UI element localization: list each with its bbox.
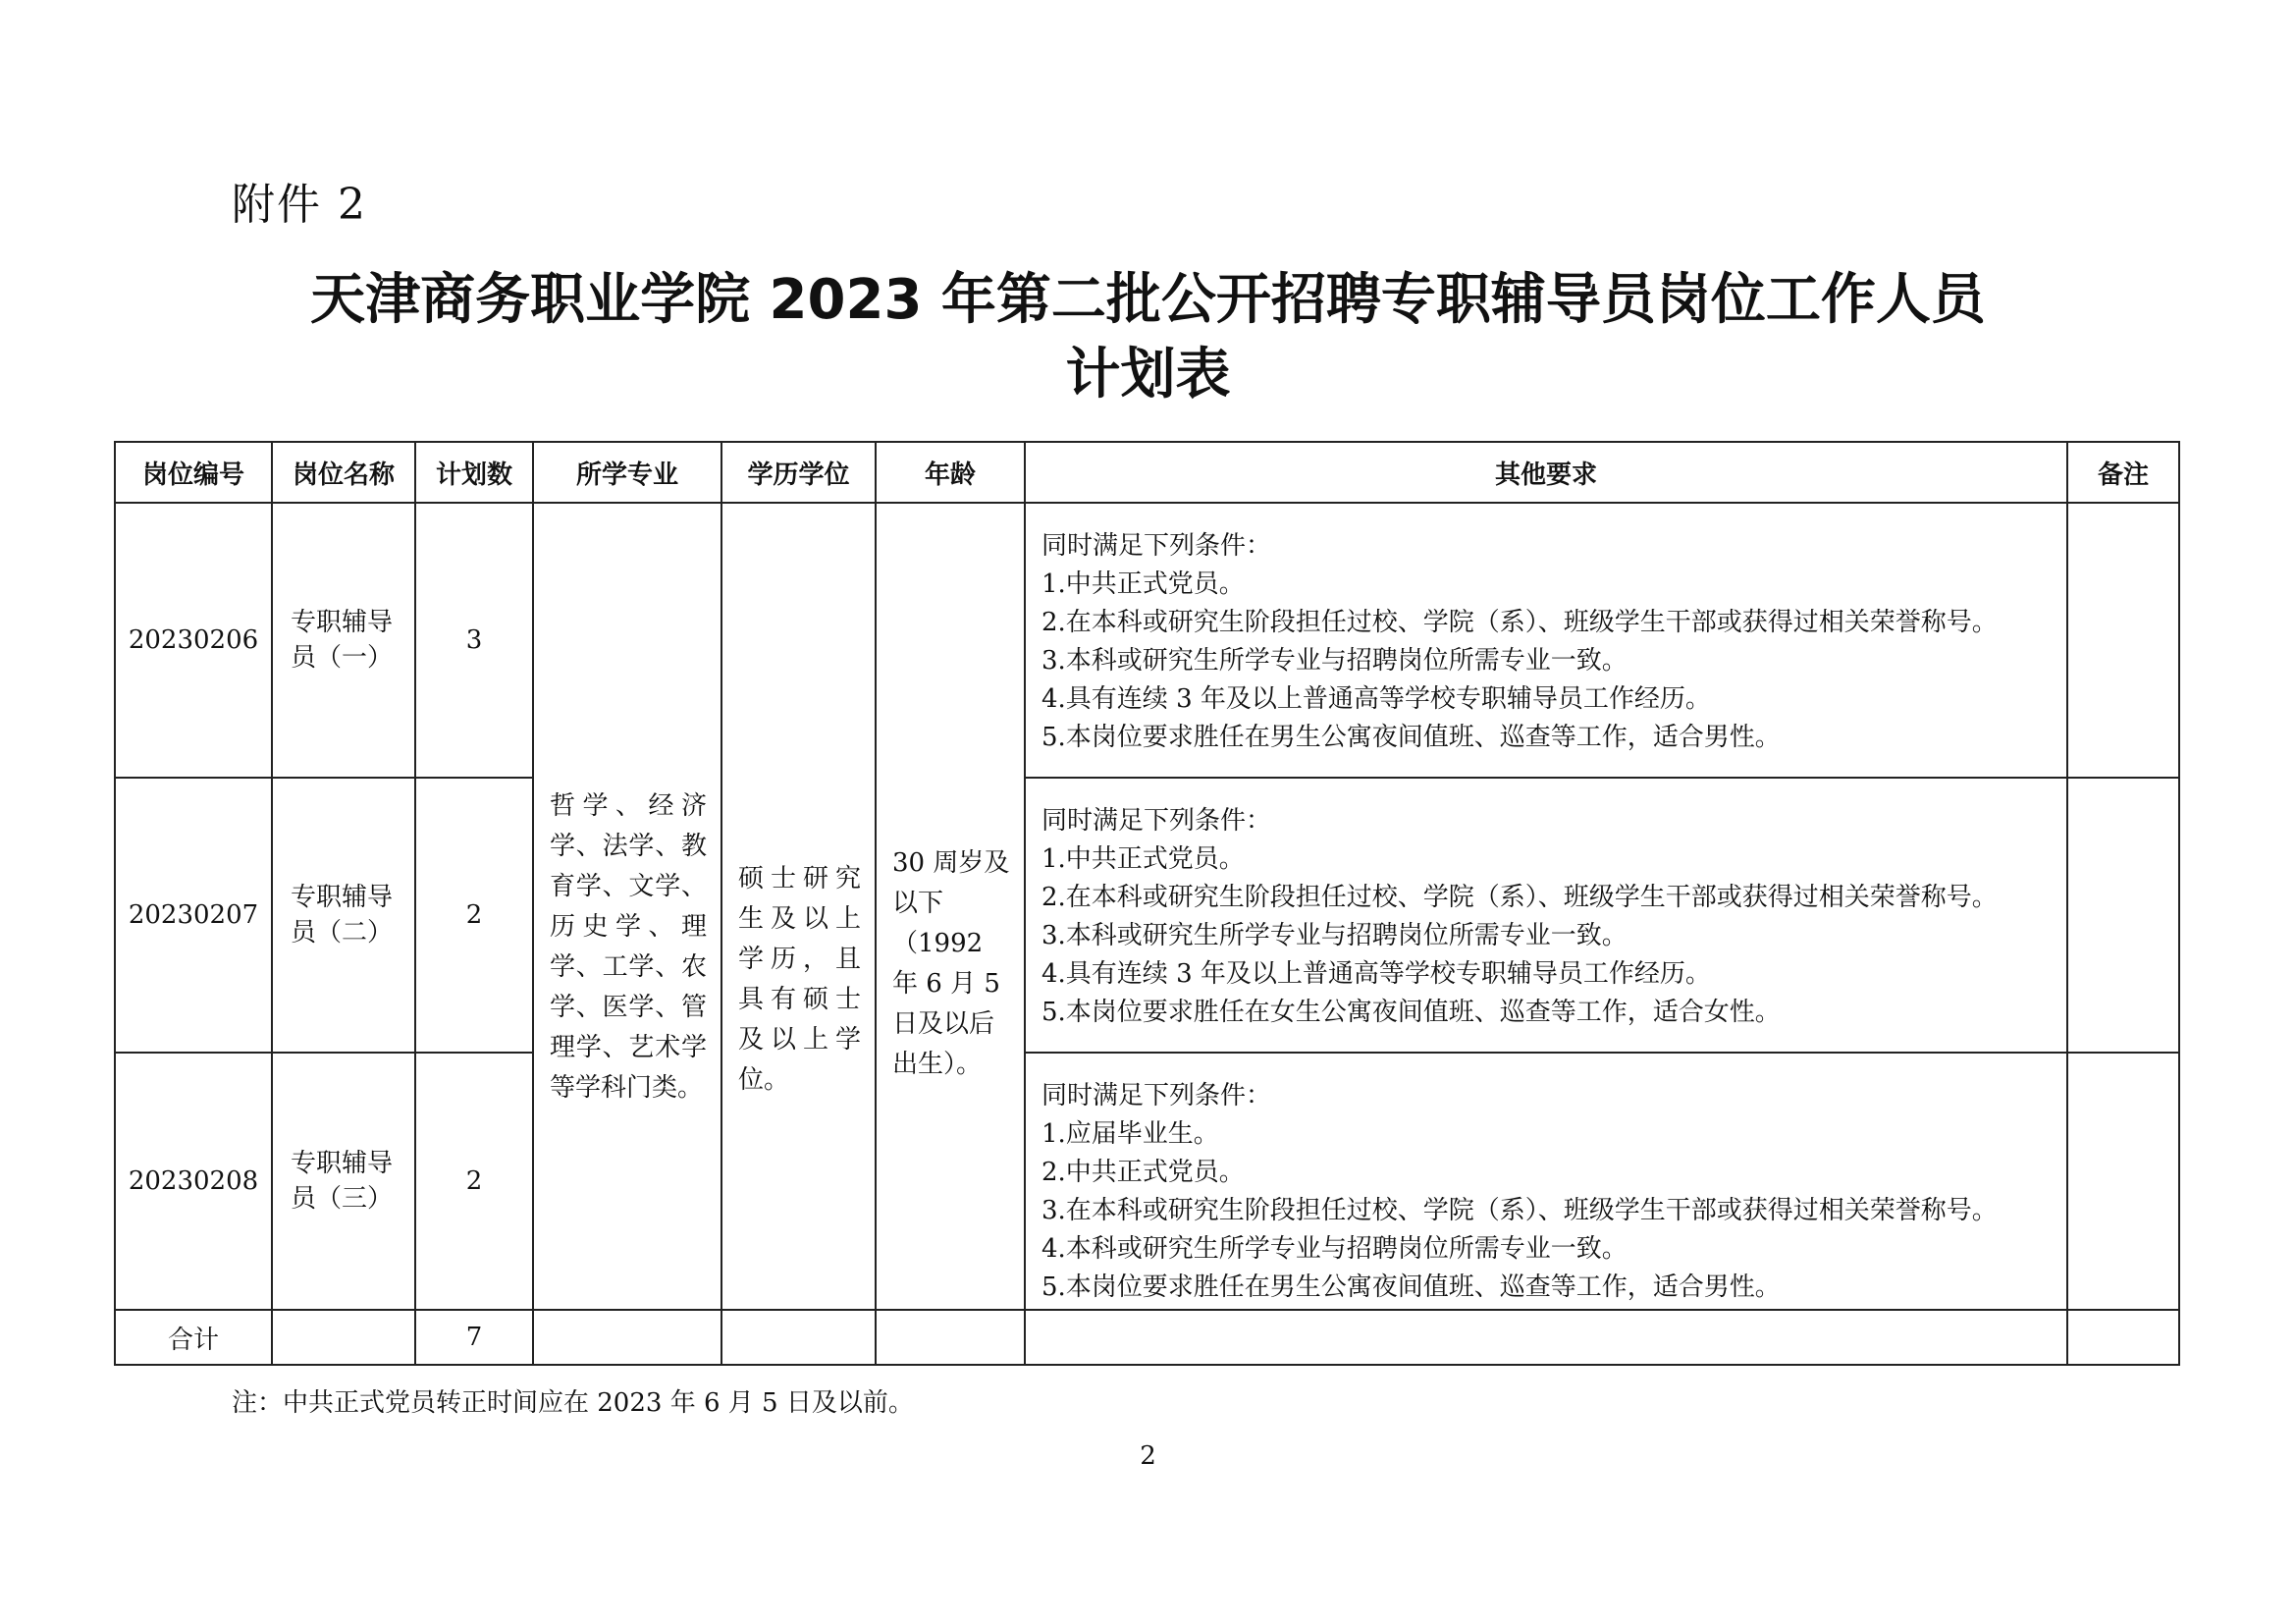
other-requirements [1025, 503, 2067, 778]
empty-cell [721, 1310, 876, 1365]
attachment-label: 附件 2 [232, 180, 367, 230]
header-remarks: 备注 [2067, 442, 2179, 503]
table-row [115, 778, 2179, 1053]
header-major: 所学专业 [533, 442, 721, 503]
total-row [115, 1310, 2179, 1365]
requirement-line: 同时满足下列条件： [1041, 531, 1272, 561]
requirement-line: 5.本岗位要求胜任在男生公寓夜间值班、巡查等工作，适合男性。 [1041, 723, 1781, 752]
requirement-line: 2.在本科或研究生阶段担任过校、学院（系）、班级学生干部或获得过相关荣誉称号。 [1041, 608, 1998, 637]
header-code: 岗位编号 [115, 442, 272, 503]
requirement-line: 同时满足下列条件： [1041, 806, 1272, 836]
other-requirements [1025, 1053, 2067, 1310]
requirement-line: 4.具有连续 3 年及以上普通高等学校专职辅导员工作经历。 [1041, 684, 1711, 714]
position-name: 专职辅导员（二） [272, 778, 415, 1053]
empty-cell [1025, 1310, 2067, 1365]
header-age: 年龄 [876, 442, 1025, 503]
requirement-line: 3.本科或研究生所学专业与招聘岗位所需专业一致。 [1041, 921, 1628, 950]
empty-cell [533, 1310, 721, 1365]
header-count: 计划数 [415, 442, 533, 503]
requirement-line: 3.本科或研究生所学专业与招聘岗位所需专业一致。 [1041, 646, 1628, 676]
position-code: 20230208 [115, 1053, 272, 1310]
header-requirements: 其他要求 [1025, 442, 2067, 503]
position-code: 20230207 [115, 778, 272, 1053]
total-label: 合计 [115, 1310, 272, 1365]
footnote: 注：中共正式党员转正时间应在 2023 年 6 月 5 日及以前。 [232, 1388, 914, 1418]
position-code: 20230206 [115, 503, 272, 778]
requirement-line: 1.应届毕业生。 [1041, 1119, 1219, 1149]
remarks-cell [2067, 503, 2179, 778]
table-row [115, 1053, 2179, 1310]
requirement-line: 5.本岗位要求胜任在男生公寓夜间值班、巡查等工作，适合男性。 [1041, 1272, 1781, 1302]
age-requirement: 30 周岁及以下（1992 年 6 月 5 日及以后出生）。 [876, 503, 1025, 1310]
document-title: 天津商务职业学院 2023 年第二批公开招聘专职辅导员岗位工作人员 [310, 268, 1986, 332]
remarks-cell [2067, 778, 2179, 1053]
position-count: 2 [415, 1053, 533, 1310]
document-title-line2: 计划表 [1065, 343, 1231, 406]
empty-cell [2067, 1310, 2179, 1365]
requirement-line: 2.在本科或研究生阶段担任过校、学院（系）、班级学生干部或获得过相关荣誉称号。 [1041, 883, 1998, 912]
position-count: 2 [415, 778, 533, 1053]
header-education: 学历学位 [721, 442, 876, 503]
header-name: 岗位名称 [272, 442, 415, 503]
position-name: 专职辅导员（一） [272, 503, 415, 778]
total-count: 7 [415, 1310, 533, 1365]
requirement-line: 3.在本科或研究生阶段担任过校、学院（系）、班级学生干部或获得过相关荣誉称号。 [1041, 1196, 1998, 1225]
major-requirement: 哲学、经济学、法学、教育学、文学、历史学、理学、工学、农学、医学、管理学、艺术学等学科门类。 [533, 503, 721, 1310]
position-count: 3 [415, 503, 533, 778]
requirement-line: 4.本科或研究生所学专业与招聘岗位所需专业一致。 [1041, 1234, 1628, 1264]
requirement-line: 4.具有连续 3 年及以上普通高等学校专职辅导员工作经历。 [1041, 959, 1711, 989]
requirement-line: 1.中共正式党员。 [1041, 569, 1245, 599]
requirement-line: 同时满足下列条件： [1041, 1081, 1272, 1110]
page-number: 2 [1140, 1441, 1156, 1471]
table-header-row [115, 442, 2179, 503]
table-row [115, 503, 2179, 778]
requirement-line: 2.中共正式党员。 [1041, 1158, 1245, 1187]
remarks-cell [2067, 1053, 2179, 1310]
empty-cell [272, 1310, 415, 1365]
empty-cell [876, 1310, 1025, 1365]
requirement-line: 5.本岗位要求胜任在女生公寓夜间值班、巡查等工作，适合女性。 [1041, 998, 1781, 1027]
other-requirements [1025, 778, 2067, 1053]
requirement-line: 1.中共正式党员。 [1041, 844, 1245, 874]
education-requirement: 硕士研究生及以上学历，且具有硕士及以上学位。 [721, 503, 876, 1310]
recruitment-plan-table [114, 441, 2180, 1366]
position-name: 专职辅导员（三） [272, 1053, 415, 1310]
